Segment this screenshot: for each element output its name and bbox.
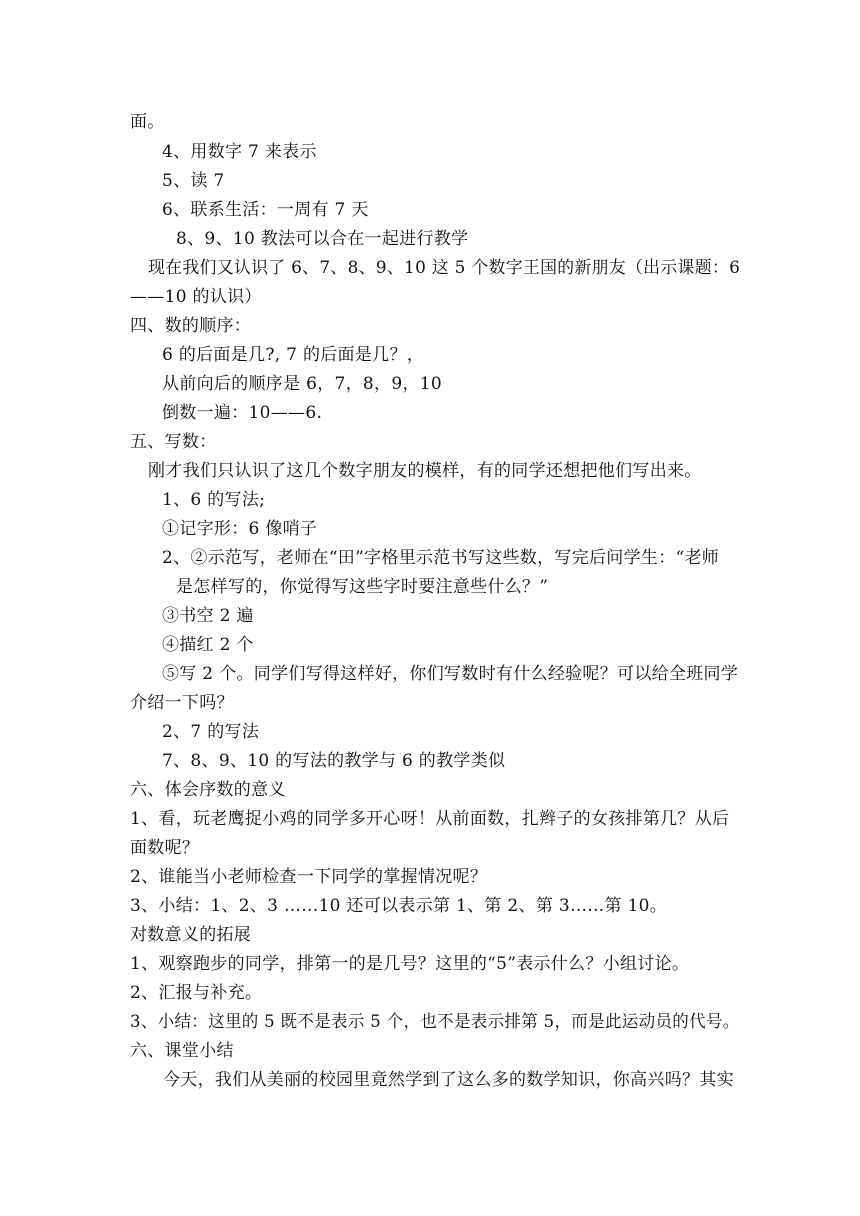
text-line: 3、小结：1、2、3 ……10 还可以表示第 1、第 2、第 3……第 10。: [130, 896, 668, 916]
text-line: 今天，我们从美丽的校园里竟然学到了这么多的数学知识，你高兴吗？其实: [163, 1070, 734, 1090]
text-line: 6 的后面是几?, 7 的后面是几？，: [162, 345, 425, 365]
text-line: 7、8、9、10 的写法的教学与 6 的教学类似: [162, 751, 506, 771]
text-line: ①记字形：6 像哨子: [162, 519, 318, 539]
text-line: 3、小结：这里的 5 既不是表示 5 个，也不是表示排第 5，而是此运动员的代号。: [130, 1012, 740, 1032]
section-heading: 六、体会序数的意义: [130, 780, 286, 800]
text-line: ⑤写 2 个。同学们写得这样好，你们写数时有什么经验呢？可以给全班同学: [162, 664, 739, 684]
section-heading: 六、课堂小结: [130, 1041, 234, 1061]
text-line: ④描红 2 个: [162, 635, 254, 655]
text-line: ③书空 2 遍: [162, 606, 254, 626]
text-line: 5、读 7: [162, 171, 225, 191]
text-line: 1、6 的写法;: [162, 490, 266, 510]
text-line: 8、9、10 教法可以合在一起进行教学: [176, 229, 469, 249]
text-line: 6、联系生活：一周有 7 天: [162, 200, 369, 220]
text-line: 2、7 的写法: [162, 722, 260, 742]
section-heading: 四、数的顺序：: [130, 316, 252, 336]
text-line: 从前向后的顺序是 6，7，8，9，10: [162, 374, 442, 394]
text-line: 现在我们又认识了 6、7、8、9、10 这 5 个数字王国的新朋友（出示课题：6: [148, 258, 741, 278]
text-line: 倒数一遍：10——6.: [162, 403, 323, 423]
text-line: 2、谁能当小老师检查一下同学的掌握情况呢？: [130, 867, 488, 887]
text-line: 介绍一下吗？: [130, 693, 234, 713]
text-line: 4、用数字 7 来表示: [162, 142, 317, 162]
text-line: 1、观察跑步的同学，排第一的是几号？这里的“5”表示什么？小组讨论。: [130, 954, 690, 974]
text-line: 2、汇报与补充。: [130, 983, 263, 1003]
text-line: 是怎样写的，你觉得写这些字时要注意些什么？”: [176, 577, 549, 597]
section-heading: 五、写数：: [130, 432, 217, 452]
text-line: 面数呢？: [130, 838, 200, 858]
text-line: 2、②示范写，老师在“田”字格里示范书写这些数，写完后问学生：“老师: [162, 548, 720, 568]
text-line: 刚才我们只认识了这几个数字朋友的模样，有的同学还想把他们写出来。: [148, 461, 702, 481]
text-line: 面。: [130, 112, 165, 132]
text-line: 1、看，玩老鹰捉小鸡的同学多开心呀！从前面数，扎辫子的女孩排第几？从后: [130, 809, 730, 829]
section-heading: 对数意义的拓展: [130, 925, 252, 945]
text-line: ——10 的认识）: [130, 287, 262, 307]
